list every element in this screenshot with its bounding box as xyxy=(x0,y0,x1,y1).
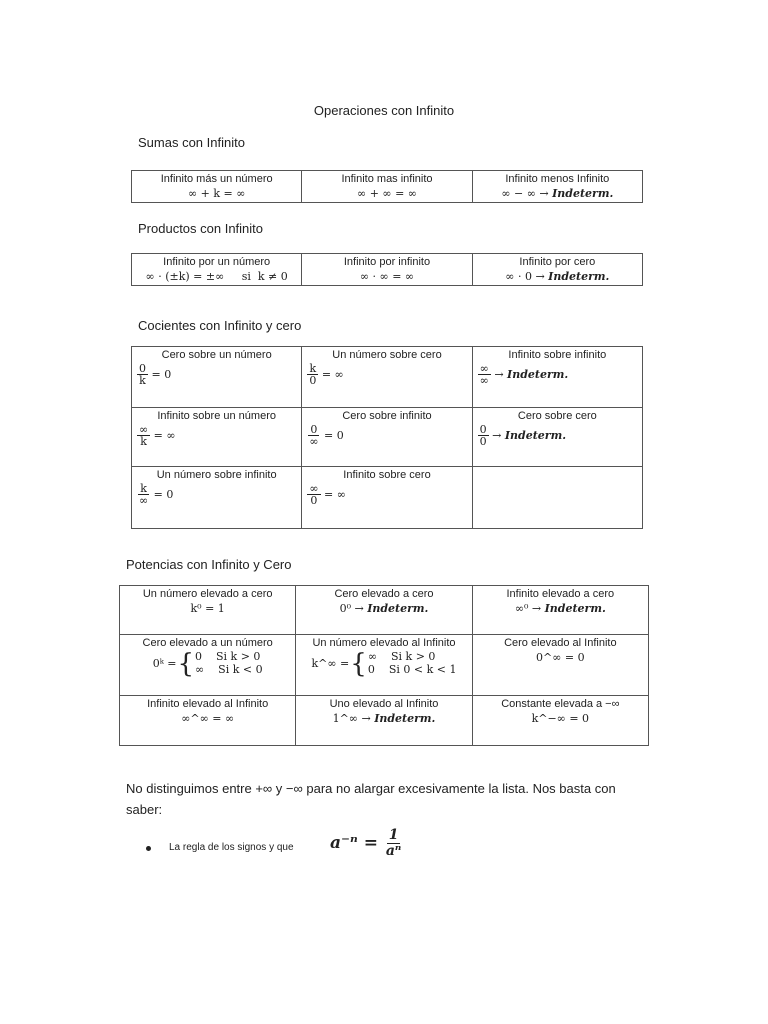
cell-expression: k^−∞ = 0 xyxy=(531,711,590,725)
quotient-cell-empty xyxy=(472,467,642,529)
cell-expression: ∞^∞ = ∞ xyxy=(181,711,235,725)
power-cell-1 xyxy=(120,586,296,635)
power-cell-7 xyxy=(120,696,296,746)
fraction: $\frac{\infty}{0}$ xyxy=(309,481,319,508)
cell-label: Cero sobre cero xyxy=(517,410,597,422)
cell-label: Infinito sobre cero xyxy=(343,469,431,481)
cell-expression: ∞ · ∞ = ∞ xyxy=(359,269,415,283)
fraction: $\frac{\infty}{\infty}$ xyxy=(479,361,489,388)
cell-label: Un número sobre cero xyxy=(332,349,442,361)
powers-heading: Potencias con Infinito y Cero xyxy=(126,557,292,572)
sums-heading: Sumas con Infinito xyxy=(138,135,245,150)
products-table xyxy=(131,253,643,286)
cell-label: Infinito por infinito xyxy=(343,256,431,268)
products-cell-2 xyxy=(302,254,472,286)
power-cell-4 xyxy=(120,635,296,696)
fraction: $\frac{0}{0}$ xyxy=(479,422,487,449)
quotient-cell-4: Infinito sobre un número $\frac{\infty}{k}$ = ∞ xyxy=(132,408,302,467)
sums-cell-1 xyxy=(132,171,302,203)
quotient-cell-5: Cero sobre infinito $\frac{0}{\infty}$ = 0 xyxy=(302,408,472,467)
cell-label: Infinito mas infinito xyxy=(341,173,433,185)
fraction: $\frac{k}{\infty}$ xyxy=(139,481,149,508)
cell-label: Constante elevada a −∞ xyxy=(501,698,620,710)
note-paragraph: No distinguimos entre +∞ y −∞ para no alargar excesivamente la lista. Nos basta con saber: xyxy=(126,781,616,817)
quotient-cell-2: Un número sobre cero $\frac{k}{0}$ = ∞ xyxy=(302,347,472,408)
cell-expression: 0⁰ → xyxy=(339,601,368,615)
reciprocal-formula xyxy=(330,828,403,858)
formula-lhs: a⁻ⁿ = xyxy=(330,833,378,854)
cell-label: Un número elevado a cero xyxy=(142,588,273,600)
fraction: $\frac{k}{0}$ xyxy=(309,361,317,388)
quotient-cell-7: Un número sobre infinito $\frac{k}{\infty}$ = 0 xyxy=(132,467,302,529)
cell-label: Infinito por cero xyxy=(519,256,596,268)
piecewise-expression: 0ᵏ = { 0 Si k > 0 ∞ Si k < 0 xyxy=(152,648,263,679)
quotients-table xyxy=(131,346,643,529)
cell-label: Un número sobre infinito xyxy=(156,469,277,481)
cell-expression: ∞ · (±k) = ±∞ si k ≠ 0 xyxy=(145,269,288,283)
quotient-cell-3: Infinito sobre infinito $\frac{\infty}{\infty}$ → Indeterm. xyxy=(472,347,642,408)
cell-label: Infinito sobre un número xyxy=(157,410,276,422)
cell-label: Infinito menos Infinito xyxy=(505,173,610,185)
cell-label: Infinito elevado a cero xyxy=(506,588,615,600)
power-cell-2 xyxy=(296,586,472,635)
cell-label: Cero elevado a un número xyxy=(142,637,273,649)
cell-expression: ∞ + k = ∞ xyxy=(187,186,246,200)
quotient-cell-6: Cero sobre cero $\frac{0}{0}$ → Indeterm. xyxy=(472,408,642,467)
products-cell-3 xyxy=(472,254,642,286)
document-title: Operaciones con Infinito xyxy=(313,103,455,118)
cell-expression: ∞ + ∞ = ∞ xyxy=(357,186,417,200)
indeterminate-label: Indeterm. xyxy=(504,428,567,442)
cell-expression: ∞⁰ → xyxy=(514,601,545,615)
indeterminate-label: Indeterm. xyxy=(374,711,436,725)
cell-label: Cero elevado a cero xyxy=(334,588,434,600)
brace-icon: { xyxy=(350,648,367,679)
brace-icon: { xyxy=(177,648,195,679)
fraction: $\frac{1}{\text{aⁿ}}$ xyxy=(385,827,402,859)
cell-label: Un número elevado al Infinito xyxy=(312,637,456,649)
quotient-cell-1: Cero sobre un número $\frac{0}{k}$ = 0 xyxy=(132,347,302,408)
cell-expression: k⁰ = 1 xyxy=(190,601,225,615)
fraction: $\frac{\infty}{k}$ xyxy=(139,422,149,449)
piecewise-expression: k^∞ = { ∞ Si k > 0 0 Si 0 < k < 1 xyxy=(311,648,457,679)
sums-table xyxy=(131,170,643,203)
indeterminate-label: Indeterm. xyxy=(544,601,606,615)
indeterminate-label: Indeterm. xyxy=(552,186,614,200)
cell-label: Infinito más un número xyxy=(160,173,273,185)
indeterminate-label: Indeterm. xyxy=(548,269,610,283)
sums-cell-2 xyxy=(302,171,472,203)
cell-label: Infinito por un número xyxy=(163,256,271,268)
fraction: $\frac{0}{k}$ xyxy=(139,361,146,388)
cell-label: Cero sobre un número xyxy=(161,349,272,361)
power-cell-5 xyxy=(296,635,472,696)
products-heading: Productos con Infinito xyxy=(138,221,264,236)
powers-table xyxy=(119,585,649,746)
cell-label: Cero sobre infinito xyxy=(342,410,432,422)
cell-label: Uno elevado al Infinito xyxy=(329,698,439,710)
cell-expression: ∞ − ∞ → xyxy=(501,186,553,200)
cell-label: Infinito elevado al Infinito xyxy=(147,698,269,710)
quotients-heading: Cocientes con Infinito y cero xyxy=(138,318,302,333)
sums-cell-3 xyxy=(472,171,642,203)
power-cell-9 xyxy=(472,696,648,746)
cell-expression: 1^∞ → xyxy=(332,711,375,725)
power-cell-8 xyxy=(296,696,472,746)
quotient-cell-8: Infinito sobre cero $\frac{\infty}{0}$ = ∞ xyxy=(302,467,472,529)
indeterminate-label: Indeterm. xyxy=(367,601,429,615)
fraction: $\frac{0}{\infty}$ xyxy=(309,422,319,449)
cell-label: Infinito sobre infinito xyxy=(508,349,607,361)
bullet-text: La regla de los signos y que xyxy=(169,842,294,853)
bullet-icon xyxy=(146,846,151,851)
cell-expression: ∞ · 0 → xyxy=(505,269,549,283)
products-cell-1 xyxy=(132,254,302,286)
power-cell-6 xyxy=(472,635,648,696)
indeterminate-label: Indeterm. xyxy=(507,367,569,381)
cell-expression: 0^∞ = 0 xyxy=(536,650,585,664)
power-cell-3 xyxy=(472,586,648,635)
cell-label: Cero elevado al Infinito xyxy=(504,637,617,649)
